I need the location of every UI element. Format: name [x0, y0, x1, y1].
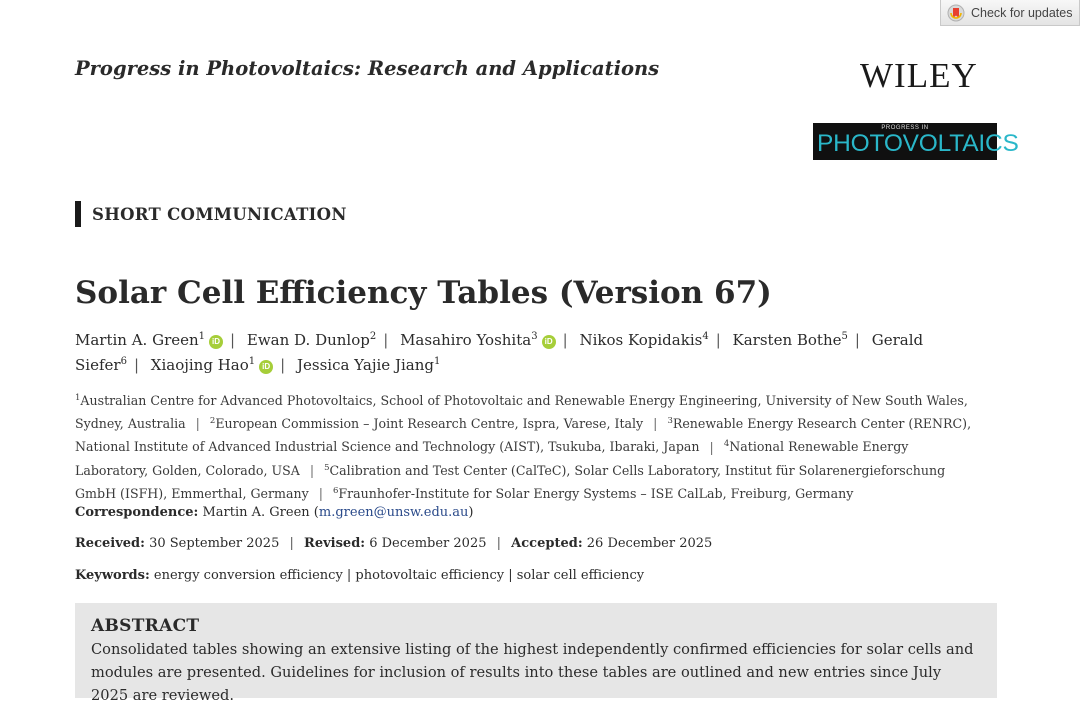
- correspondence-email[interactable]: m.green@unsw.edu.au: [318, 505, 469, 520]
- affiliation-number: 6: [332, 485, 339, 496]
- author-name: Masahiro Yoshita: [400, 331, 532, 349]
- publisher-logo: WILEY: [860, 56, 978, 95]
- separator: |: [496, 536, 502, 551]
- separator: |: [562, 331, 568, 349]
- author[interactable]: [247, 331, 376, 349]
- accepted-label: Accepted:: [511, 536, 583, 551]
- correspondence-name: Martin A. Green: [202, 505, 310, 520]
- abstract-body: Consolidated tables showing an extensive listing of the highest independently confirmed efficiencies for solar cells and modules are presented. Guidelines for inclusion of results into these tables are outlined and new entries since July 2025 are reviewed.: [91, 641, 974, 704]
- affiliation-number: 5: [324, 462, 330, 473]
- separator: |: [230, 331, 236, 349]
- separator: |: [854, 331, 860, 349]
- separator: |: [289, 536, 294, 551]
- affiliation-text: European Commission – Joint Research Centre, Ispra, Varese, Italy: [215, 416, 644, 432]
- check-for-updates-label: Check for updates: [971, 5, 1073, 20]
- paper-title: Solar Cell Efficiency Tables (Version 67): [75, 275, 772, 311]
- affiliation-text: Calibration and Test Center (CalTeC), Solar Cells Laboratory, Institut für Solarenergieforschung GmbH (ISFH), Emmerthal, Germany: [75, 462, 946, 501]
- separator: |: [715, 331, 721, 349]
- article-type-bar: [75, 201, 81, 227]
- author[interactable]: [733, 331, 848, 349]
- correspondence-label: Correspondence:: [75, 505, 199, 520]
- journal-name: Progress in Photovoltaics: Research and Applications: [75, 57, 660, 80]
- keywords: [75, 568, 644, 583]
- author-name: Nikos Kopidakis: [579, 331, 703, 349]
- affiliation-number: 4: [723, 439, 730, 450]
- author-name: Ewan D. Dunlop: [246, 331, 370, 349]
- author-name: Jessica Yajie Jiang: [296, 356, 434, 374]
- separator: |: [195, 416, 200, 432]
- affiliation-number: 2: [209, 416, 216, 427]
- orcid-icon[interactable]: iD: [259, 360, 273, 374]
- affiliation-number: 3: [667, 416, 673, 427]
- orcid-icon[interactable]: iD: [209, 335, 223, 349]
- correspondence: Correspondence: Martin A. Green (m.green@unsw.edu.au): [75, 505, 474, 520]
- author-name: Karsten Bothe: [732, 331, 842, 349]
- separator: |: [383, 331, 389, 349]
- author[interactable]: [297, 356, 440, 374]
- abstract-heading: ABSTRACT: [91, 616, 200, 636]
- orcid-icon[interactable]: iD: [542, 335, 556, 349]
- affiliations: [75, 388, 975, 504]
- received-label: Received:: [75, 536, 145, 551]
- abstract-box: [75, 603, 997, 704]
- author[interactable]: [75, 331, 223, 349]
- check-for-updates-button[interactable]: [940, 0, 1080, 26]
- author-affiliation-number: 1: [198, 331, 206, 342]
- journal-logo-text: PHOTOVOLTAICS: [817, 130, 1019, 157]
- check-for-updates-icon: [947, 4, 965, 22]
- accepted-date: 26 December 2025: [586, 536, 713, 551]
- keywords-text: energy conversion efficiency | photovoltaic efficiency | solar cell efficiency: [153, 568, 645, 583]
- separator: |: [309, 462, 315, 478]
- author-list: [75, 326, 975, 376]
- author-affiliation-number: 1: [248, 356, 256, 367]
- separator: |: [318, 485, 323, 501]
- author-name: Martin A. Green: [75, 331, 199, 349]
- affiliation-number: 1: [75, 393, 81, 403]
- author-affiliation-number: 2: [369, 331, 377, 342]
- author-affiliation-number: 4: [702, 331, 709, 342]
- author[interactable]: [400, 331, 556, 349]
- journal-logo-small-text: PROGRESS IN: [881, 125, 929, 131]
- article-dates: [75, 536, 712, 551]
- received-date: 30 September 2025: [149, 536, 280, 551]
- separator: |: [133, 356, 139, 374]
- affiliation-text: Fraunhofer-Institute for Solar Energy Systems – ISE CalLab, Freiburg, Germany: [338, 485, 854, 501]
- keywords-label: Keywords:: [75, 568, 150, 583]
- author[interactable]: [579, 331, 708, 349]
- affiliation-text: National Renewable Energy Laboratory, Golden, Colorado, USA: [75, 439, 909, 478]
- revised-label: Revised:: [304, 536, 366, 551]
- author-name: Gerald Siefer: [75, 331, 924, 374]
- revised-date: 6 December 2025: [369, 536, 487, 551]
- separator: |: [653, 416, 658, 432]
- journal-logo: [813, 123, 1019, 160]
- author-affiliation-number: 1: [433, 356, 441, 367]
- author-affiliation-number: 6: [120, 356, 127, 367]
- author-affiliation-number: 5: [841, 331, 848, 342]
- article-type: SHORT COMMUNICATION: [92, 205, 347, 224]
- separator: |: [709, 439, 714, 455]
- affiliation-text: Australian Centre for Advanced Photovoltaics, School of Photovoltaic and Renewable Energy Engineering, University of New South Wales, Sydney, Australia: [75, 393, 968, 432]
- author-affiliation-number: 3: [531, 331, 538, 342]
- separator: |: [280, 356, 286, 374]
- affiliation-text: Renewable Energy Research Center (RENRC), National Institute of Advanced Industrial Science and Technology (AIST), Tsukuba, Ibaraki, Japan: [75, 416, 972, 455]
- author[interactable]: [151, 356, 273, 374]
- author-name: Xiaojing Hao: [150, 356, 249, 374]
